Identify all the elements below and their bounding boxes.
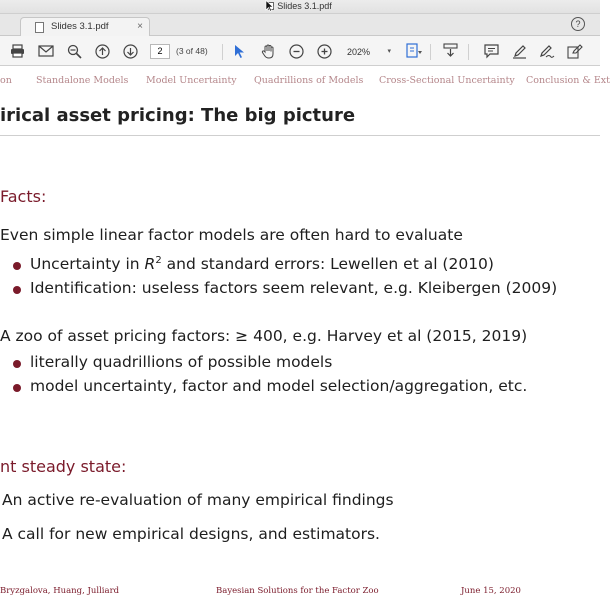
help-icon[interactable]: ?	[571, 17, 585, 31]
zoom-out-icon[interactable]	[65, 42, 83, 60]
close-tab-icon[interactable]: ×	[137, 21, 143, 32]
page-number-input[interactable]: 2	[150, 44, 170, 59]
toolbar-divider	[222, 44, 223, 60]
list-item	[30, 255, 494, 273]
page-down-icon[interactable]	[121, 42, 139, 60]
document-tab[interactable]	[20, 17, 150, 36]
section-link[interactable]: Model Uncertainty	[146, 75, 237, 86]
scroll-mode-icon[interactable]	[441, 42, 459, 60]
section-link[interactable]: Quadrillions of Models	[254, 75, 364, 86]
section-navigation	[0, 67, 610, 95]
pdf-file-icon	[35, 22, 44, 33]
bullet-icon	[13, 384, 21, 392]
fill-form-icon[interactable]	[566, 42, 584, 60]
text-run: Uncertainty in	[30, 255, 145, 274]
slide-footer	[0, 583, 600, 600]
sign-icon[interactable]	[538, 42, 556, 60]
text-run: and standard errors: Lewellen et al (2010)	[161, 255, 494, 274]
footer-title: Bayesian Solutions for the Factor Zoo	[216, 586, 379, 596]
section-link[interactable]: Standalone Models	[36, 75, 129, 86]
chevron-down-icon: ▾	[387, 48, 391, 55]
hand-icon[interactable]	[259, 42, 277, 60]
section-link[interactable]: on	[0, 75, 12, 86]
slide-title: irical asset pricing: The big picture	[0, 105, 356, 126]
select-cursor-icon[interactable]	[231, 42, 249, 60]
footer-date: June 15, 2020	[461, 586, 521, 596]
zoom-select[interactable]	[347, 45, 391, 59]
highlight-icon[interactable]	[510, 42, 528, 60]
mail-icon[interactable]	[37, 42, 55, 60]
comment-icon[interactable]	[482, 42, 500, 60]
tab-bar	[0, 14, 600, 36]
toolbar-divider	[430, 44, 431, 60]
zoom-plus-icon[interactable]	[315, 42, 333, 60]
bullet-icon	[13, 262, 21, 270]
page-count: (3 of 48)	[176, 46, 208, 56]
toolbar-divider	[468, 44, 469, 60]
window-title: Slides 3.1.pdf	[277, 1, 332, 11]
bullet-icon	[13, 286, 21, 294]
list-item: literally quadrillions of possible models	[30, 353, 333, 371]
facts-heading: Facts:	[0, 187, 47, 206]
footer-authors: Bryzgalova, Huang, Julliard	[0, 586, 120, 596]
list-item: A zoo of asset pricing factors: ≥ 400, e.g. Harvey et al (2015, 2019)	[0, 327, 528, 345]
zoom-value: 202%	[347, 47, 371, 57]
pdf-page	[0, 67, 610, 600]
frame-title-bar	[0, 95, 600, 136]
toolbar	[0, 36, 600, 66]
page-up-icon[interactable]	[93, 42, 111, 60]
list-item: A call for new empirical designs, and estimators.	[2, 525, 380, 543]
bullet-icon	[13, 360, 21, 368]
section-link[interactable]: Cross-Sectional Uncertainty	[379, 75, 515, 86]
steady-state-heading: nt steady state:	[0, 457, 127, 476]
tab-label: Slides 3.1.pdf	[51, 21, 109, 32]
zoom-minus-icon[interactable]	[287, 42, 305, 60]
list-item: An active re-evaluation of many empirical findings	[2, 491, 394, 509]
list-item: model uncertainty, factor and model selection/aggregation, etc.	[30, 377, 528, 395]
fit-page-icon[interactable]	[405, 42, 423, 60]
superscript: 2	[155, 255, 162, 266]
math-symbol: R	[144, 255, 156, 274]
window-title-bar	[0, 0, 600, 14]
list-item: Even simple linear factor models are often hard to evaluate	[0, 226, 463, 244]
section-link[interactable]: Conclusion & Ext	[526, 75, 610, 86]
print-icon[interactable]	[8, 42, 26, 60]
list-item: Identification: useless factors seem relevant, e.g. Kleibergen (2009)	[30, 279, 558, 297]
mouse-cursor-icon	[265, 0, 274, 12]
